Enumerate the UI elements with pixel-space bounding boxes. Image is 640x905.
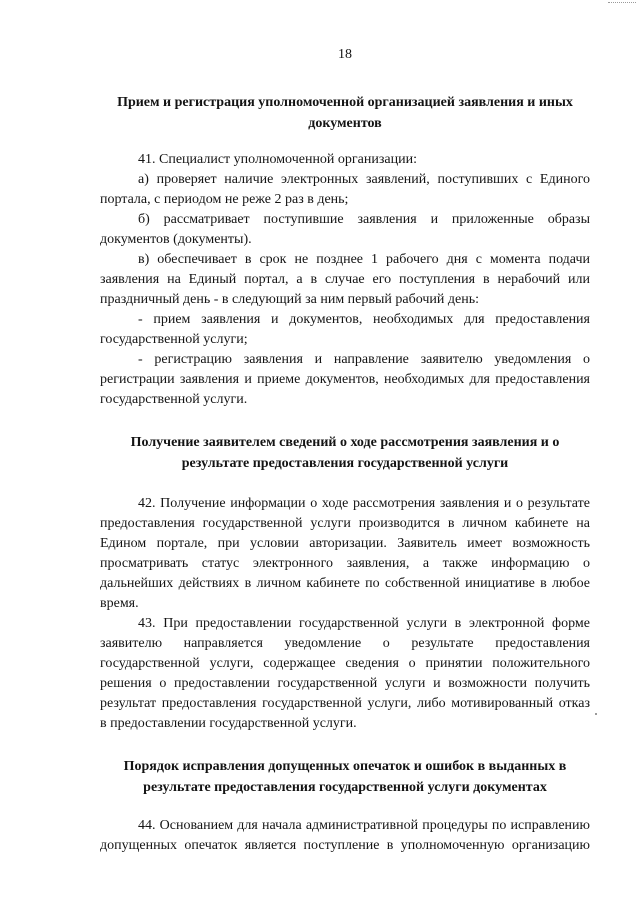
text-line: документов (документы). [100,232,252,247]
heading-line: Прием и регистрация уполномоченной организацией заявления и иных [117,95,573,110]
scan-corner-mark [608,2,636,6]
text-line: предоставления государственной услуги производится в личном кабинете на [100,516,590,531]
scan-speck [595,713,597,715]
section-heading-error-correction [100,756,590,798]
text-line: дальнейших действиях в личном кабинете по собственной инициативе в любое [100,576,590,591]
paragraph-41-item2 [100,350,590,410]
section-heading-status-info [100,432,590,474]
page-number: 18 [338,47,352,62]
text-line: Едином портале, при условии авторизации. Заявитель имеет возможность [100,536,590,551]
text-line: - регистрацию заявления и направление заявителю уведомления о [138,352,590,367]
paragraph-41-item1 [100,310,590,350]
text-line: 44. Основанием для начала административной процедуры по исправлению [138,818,590,833]
text-line: заявителю направляется уведомление о результате предоставления [100,636,590,651]
text-line: праздничный день - в следующий за ним первый рабочий день: [100,292,479,307]
text-line: а) проверяет наличие электронных заявлений, поступивших с Единого [138,172,590,187]
text-line: государственной услуги, содержащее сведения о принятии положительного [100,656,590,671]
text-line: заявления на Единый портал, а в случае его поступления в нерабочий или [100,272,590,287]
heading-line: результате предоставления государственной услуги документах [143,780,547,795]
paragraph-41b [100,210,590,250]
text-line: решения о предоставлении государственной услуги и возможности получить [100,676,590,691]
text-line: 43. При предоставлении государственной услуги в электронной форме [138,616,590,631]
text-line: - прием заявления и документов, необходимых для предоставления [138,312,590,327]
text-line: в) обеспечивает в срок не позднее 1 рабочего дня с момента подачи [138,252,590,267]
heading-line: результате предоставления государственной услуги [181,456,509,471]
text-line: результат предоставления государственной услуги, либо мотивированный отказ [100,696,590,711]
text-line: б) рассматривает поступившие заявления и приложенные образы [138,212,590,227]
text-line: просматривать статус электронного заявления, а также информацию о [100,556,590,571]
heading-line: Получение заявителем сведений о ходе рассмотрения заявления и о [130,435,560,450]
text-line: в предоставлении государственной услуги. [100,716,357,731]
text-line: время. [100,596,139,611]
paragraph-43 [100,614,590,734]
paragraph-42 [100,494,590,614]
text-line: 41. Специалист уполномоченной организации: [138,152,417,167]
paragraph-41 [100,150,590,170]
text-line: 42. Получение информации о ходе рассмотрения заявления и о результате [138,496,590,511]
document-page [100,46,590,856]
text-line: допущенных опечаток является поступление в уполномоченную организацию [100,838,590,853]
text-line: государственной услуги; [100,332,248,347]
paragraph-41c [100,250,590,310]
text-line: портала, с периодом не реже 2 раз в день; [100,192,349,207]
section-heading-reception [100,92,590,134]
heading-line: Порядок исправления допущенных опечаток и ошибок в выданных в [123,759,567,774]
heading-line: документов [308,116,382,131]
paragraph-44 [100,816,590,856]
paragraph-41a [100,170,590,210]
text-line: государственной услуги. [100,392,248,407]
text-line: регистрации заявления и приеме документов, необходимых для предоставления [100,372,590,387]
